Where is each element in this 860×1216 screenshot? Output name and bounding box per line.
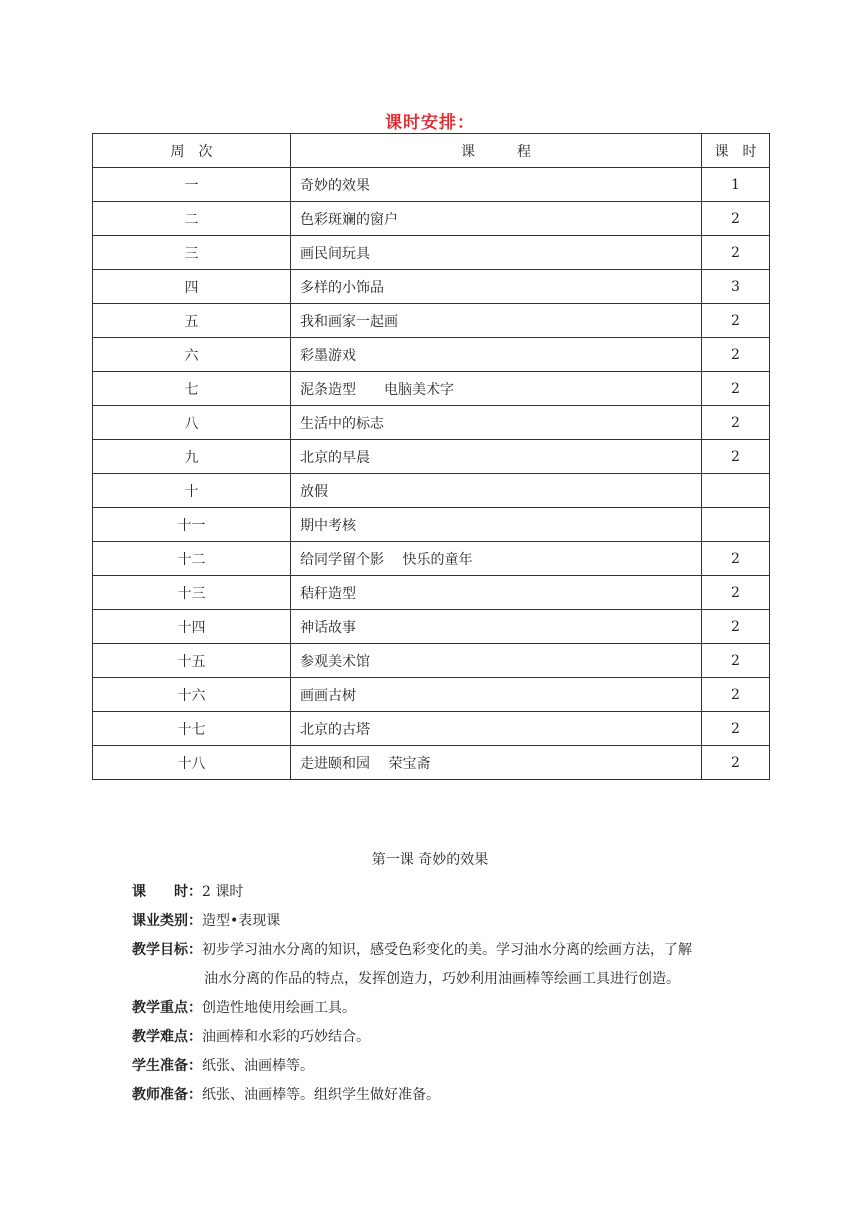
cell-course: 彩墨游戏 [291,338,702,372]
cell-week: 十六 [93,678,291,712]
schedule-title: 课时安排： [385,113,475,133]
cell-hours: 2 [702,644,770,678]
cell-week: 九 [93,440,291,474]
cell-course: 参观美术馆 [291,644,702,678]
cell-week: 十八 [93,746,291,780]
cell-course: 期中考核 [291,508,702,542]
student-prep-label: 学生准备： [132,1058,202,1074]
header-hours: 课 时 [702,134,770,168]
cell-week: 二 [93,202,291,236]
table-row [93,644,770,678]
difficulty-row [132,1023,752,1052]
schedule-table [92,133,770,780]
category-value: 造型•表现课 [202,913,281,929]
difficulty-label: 教学难点： [132,1029,202,1045]
student-prep-row [132,1052,752,1081]
teacher-prep-value: 纸张、油画棒等。组织学生做好准备。 [202,1087,440,1103]
focus-row [132,994,752,1023]
table-row [93,678,770,712]
cell-course: 多样的小饰品 [291,270,702,304]
cell-hours: 2 [702,576,770,610]
cell-hours: 2 [702,338,770,372]
table-row [93,304,770,338]
goal-row-continued [132,965,752,994]
cell-hours [702,508,770,542]
table-row [93,168,770,202]
table-row [93,610,770,644]
goal-row [132,936,752,965]
table-row [93,270,770,304]
cell-hours: 2 [702,440,770,474]
header-week: 周 次 [93,134,291,168]
cell-week: 四 [93,270,291,304]
table-row [93,576,770,610]
cell-week: 十七 [93,712,291,746]
cell-course: 放假 [291,474,702,508]
cell-hours: 2 [702,746,770,780]
hours-value: 2 课时 [202,884,244,900]
cell-hours: 2 [702,304,770,338]
cell-hours: 2 [702,202,770,236]
table-row [93,474,770,508]
table-row [93,202,770,236]
difficulty-value: 油画棒和水彩的巧妙结合。 [202,1029,370,1045]
cell-course: 泥条造型 电脑美术字 [291,372,702,406]
goal-line-1: 初步学习油水分离的知识，感受色彩变化的美。学习油水分离的绘画方法，了解 [202,942,692,958]
cell-hours: 2 [702,610,770,644]
cell-hours: 2 [702,542,770,576]
cell-course: 给同学留个影 快乐的童年 [291,542,702,576]
table-row [93,406,770,440]
cell-week: 十一 [93,508,291,542]
cell-course: 北京的古塔 [291,712,702,746]
cell-course: 色彩斑斓的窗户 [291,202,702,236]
cell-course: 画画古树 [291,678,702,712]
cell-hours: 1 [702,168,770,202]
focus-value: 创造性地使用绘画工具。 [202,1000,356,1016]
table-row [93,746,770,780]
cell-week: 十 [93,474,291,508]
goal-line-2: 油水分离的作品的特点，发挥创造力，巧妙利用油画棒等绘画工具进行创造。 [204,971,680,987]
cell-hours: 2 [702,236,770,270]
category-label: 课业类别： [132,913,202,929]
cell-course: 走进颐和园 荣宝斋 [291,746,702,780]
cell-hours: 2 [702,372,770,406]
cell-hours: 2 [702,406,770,440]
lesson-title: 第一课 奇妙的效果 [371,852,489,868]
cell-week: 六 [93,338,291,372]
table-row [93,440,770,474]
table-row [93,236,770,270]
cell-week: 七 [93,372,291,406]
cell-course: 奇妙的效果 [291,168,702,202]
table-header-row [93,134,770,168]
cell-course: 秸秆造型 [291,576,702,610]
table-row [93,338,770,372]
hours-label: 课 时： [132,884,202,900]
cell-week: 十五 [93,644,291,678]
lesson-info [132,878,752,1110]
cell-course: 北京的早晨 [291,440,702,474]
table-row [93,712,770,746]
goal-label: 教学目标： [132,942,202,958]
teacher-prep-label: 教师准备： [132,1087,202,1103]
cell-week: 十四 [93,610,291,644]
focus-label: 教学重点： [132,1000,202,1016]
teacher-prep-row [132,1081,752,1110]
cell-week: 八 [93,406,291,440]
cell-week: 十二 [93,542,291,576]
cell-course: 我和画家一起画 [291,304,702,338]
cell-course: 生活中的标志 [291,406,702,440]
cell-course: 画民间玩具 [291,236,702,270]
category-row [132,907,752,936]
cell-hours [702,474,770,508]
cell-week: 一 [93,168,291,202]
student-prep-value: 纸张、油画棒等。 [202,1058,314,1074]
cell-hours: 2 [702,712,770,746]
header-course: 课 程 [291,134,702,168]
cell-hours: 2 [702,678,770,712]
cell-week: 十三 [93,576,291,610]
table-row [93,542,770,576]
cell-course: 神话故事 [291,610,702,644]
cell-week: 三 [93,236,291,270]
cell-week: 五 [93,304,291,338]
table-row [93,508,770,542]
table-row [93,372,770,406]
hours-row [132,878,752,907]
cell-hours: 3 [702,270,770,304]
